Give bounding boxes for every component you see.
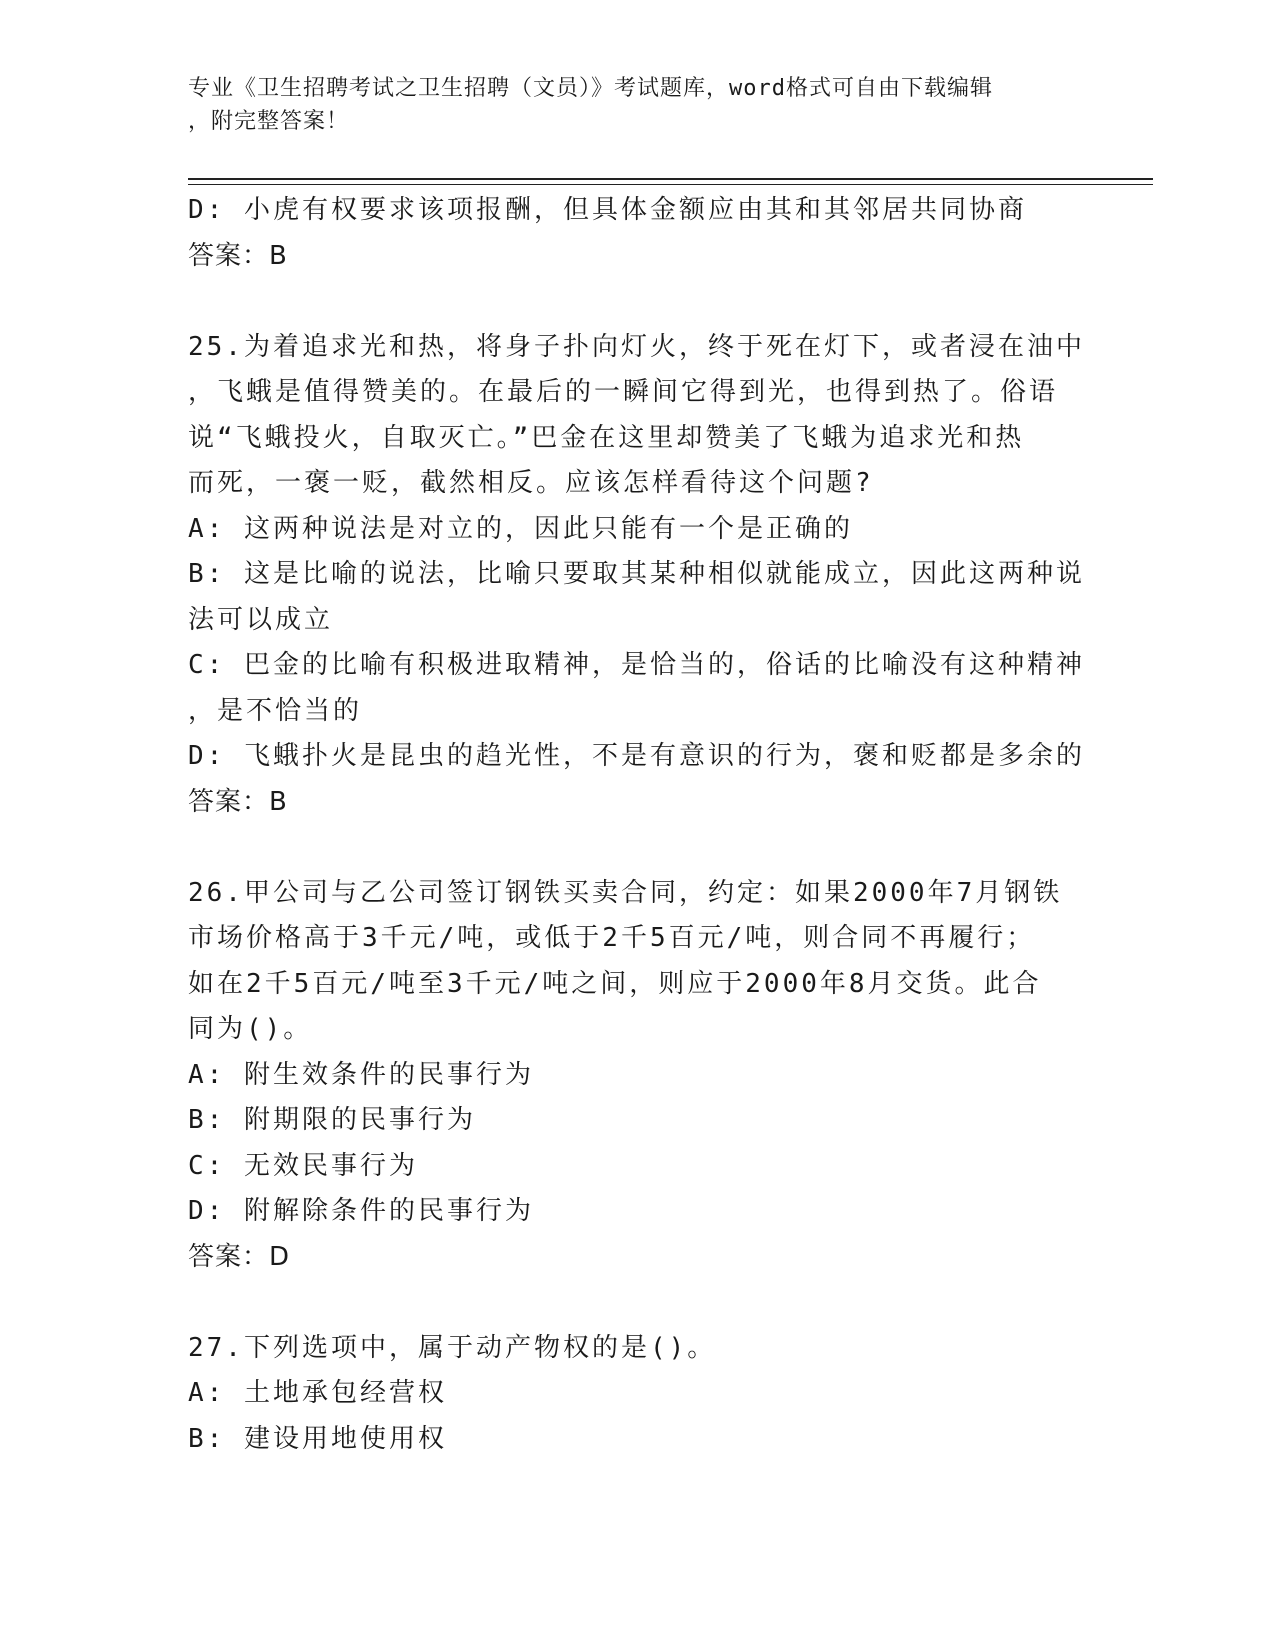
q25-option-b-cont: 法可以成立 bbox=[188, 604, 334, 635]
question-27 bbox=[188, 1326, 1068, 1463]
q26-option-d: D: 附解除条件的民事行为 bbox=[188, 1196, 534, 1226]
spacer bbox=[188, 279, 1068, 325]
q26-option-a: A: 附生效条件的民事行为 bbox=[188, 1059, 534, 1090]
prev-option-d: D: 小虎有权要求该项报酬，但具体金额应由其和其邻居共同协商 bbox=[188, 195, 1027, 225]
header-line-2: ，附完整答案！ bbox=[188, 109, 350, 134]
q26-stem-line: 同为()。 bbox=[188, 1014, 313, 1044]
question-26 bbox=[188, 871, 1068, 1281]
header-rule-thin bbox=[188, 184, 1153, 185]
q26-option-b: B: 附期限的民事行为 bbox=[188, 1105, 476, 1135]
document-body bbox=[188, 188, 1085, 1462]
q25-answer: 答案：B bbox=[188, 786, 288, 817]
document-header bbox=[188, 72, 1068, 138]
q25-option-b: B: 这是比喻的说法，比喻只要取其某种相似就能成立，因此这两种说 bbox=[188, 559, 1085, 589]
q26-stem-line: 如在2千5百元/吨至3千元/吨之间，则应于2000年8月交货。此合 bbox=[188, 968, 1042, 999]
q27-option-b: B: 建设用地使用权 bbox=[188, 1423, 447, 1454]
q27-stem: 27.下列选项中，属于动产物权的是()。 bbox=[188, 1332, 717, 1363]
q27-option-a: A: 土地承包经营权 bbox=[188, 1378, 447, 1408]
question-25 bbox=[188, 325, 1085, 826]
q25-option-a: A: 这两种说法是对立的，因此只能有一个是正确的 bbox=[188, 513, 853, 544]
q26-answer: 答案：D bbox=[188, 1241, 291, 1272]
q25-stem-line: ，飞蛾是值得赞美的。在最后的一瞬间它得到光，也得到热了。俗语 bbox=[188, 377, 1059, 407]
q25-option-c: C: 巴金的比喻有积极进取精神，是恰当的，俗话的比喻没有这种精神 bbox=[188, 650, 1085, 680]
prev-answer: 答案：B bbox=[188, 240, 288, 271]
q25-stem-line: 说“飞蛾投火，自取灭亡。”巴金在这里却赞美了飞蛾为追求光和热 bbox=[188, 422, 1025, 453]
q26-stem-line: 市场价格高于3千元/吨，或低于2千5百元/吨，则合同不再履行； bbox=[188, 923, 1036, 953]
q26-stem-line: 26.甲公司与乙公司签订钢铁买卖合同，约定：如果2000年7月钢铁 bbox=[188, 877, 1063, 908]
spacer bbox=[188, 1280, 1068, 1326]
header-rule-thick bbox=[188, 178, 1153, 180]
spacer bbox=[188, 825, 1068, 871]
q25-stem-line: 25.为着追求光和热，将身子扑向灯火，终于死在灯下，或者浸在油中 bbox=[188, 331, 1085, 362]
q25-option-c-cont: ，是不恰当的 bbox=[188, 695, 363, 726]
header-line-1: 专业《卫生招聘考试之卫生招聘（文员）》考试题库，word格式可自由下载编辑 bbox=[188, 76, 993, 101]
q26-option-c: C: 无效民事行为 bbox=[188, 1150, 418, 1181]
q25-option-d: D: 飞蛾扑火是昆虫的趋光性，不是有意识的行为，褒和贬都是多余的 bbox=[188, 741, 1085, 771]
q25-stem-line: 而死，一褒一贬，截然相反。应该怎样看待这个问题? bbox=[188, 468, 874, 498]
